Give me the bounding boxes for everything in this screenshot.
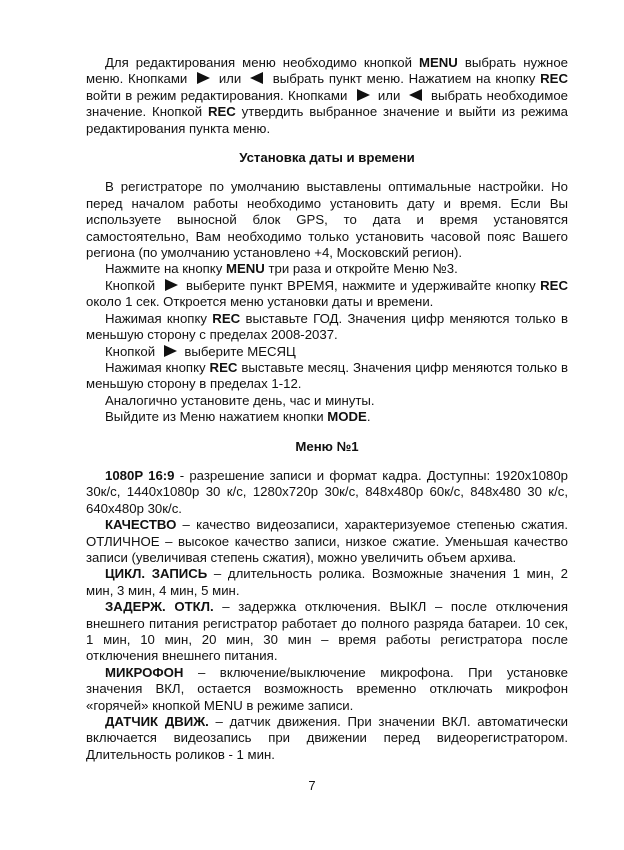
left-arrow-icon — [409, 89, 422, 101]
menu1-item-name: 1080P 16:9 — [105, 467, 175, 483]
menu1-item-name: ЦИКЛ. ЗАПИСЬ — [105, 566, 208, 582]
menu1-item: МИКРОФОН – включение/выключение микрофона. При установке значения ВКЛ, остается возможность временно отключать микрофон «горячей» кнопкой MENU в режиме записи. — [86, 664, 568, 713]
manual-page — [86, 55, 568, 763]
menu1-item-name: КАЧЕСТВО — [105, 517, 177, 533]
rec-key: REC — [540, 71, 568, 87]
menu1-item-name: ЗАДЕРЖ. ОТКЛ. — [105, 599, 214, 615]
mode-key: MODE — [327, 409, 367, 425]
right-arrow-icon — [357, 89, 370, 101]
menu1-item-name: ДАТЧИК ДВИЖ. — [105, 714, 209, 730]
menu1-item: 1080P 16:9 - разрешение записи и формат кадра. Доступны: 1920х1080р 30к/с, 1440х1080р 30 к/с, 1280х720р 30к/с, 848х480р 60к/с, 848х480 30 к/с, 640х480р 30к/с. — [86, 467, 569, 516]
menu1-item-name: МИКРОФОН — [105, 664, 184, 680]
menu1-item: ЗАДЕРЖ. ОТКЛ. – задержка отключения. ВЫКЛ – после отключения внешнего питания регистратор работает до полного разряда батареи. 10 сек, 1 мин, 10 мин, 20 мин, 30 мин – время работы регистратора после отключения внешнего питания. — [86, 599, 568, 664]
date-paragraph-7: Аналогично установите день, час и минуты. — [105, 392, 375, 408]
right-arrow-icon — [165, 279, 178, 291]
date-paragraph-3: Кнопкой выберите пункт ВРЕМЯ, нажмите и удерживайте кнопку REC около 1 сек. Откроется меню установки даты и времени. — [86, 277, 568, 310]
intro-paragraph: Для редактирования меню необходимо кнопкой MENU выбрать нужное меню. Кнопками или выбрать пункт меню. Нажатием на кнопку REC войти в режим редактирования. Кнопками или выбрать необходимое значение. Кнопкой REC утвердить выбранное значение и выйти из режима редактирования пункта меню. — [86, 55, 568, 136]
page-number: 7 — [308, 778, 316, 793]
left-arrow-icon — [250, 72, 263, 84]
date-paragraph-1: В регистраторе по умолчанию выставлены оптимальные настройки. Но перед началом работы необходимо установить дату и время. Если Вы используете выносной блок GPS, то дата и время установятся самостоятельно, Вам необходимо только установить часовой пояс Вашего региона (по умолчанию установлено +4, Московский регион). — [86, 179, 568, 261]
menu-key: MENU — [226, 261, 265, 277]
rec-key: REC — [207, 104, 236, 120]
date-paragraph-6: Нажимая кнопку REC выставьте месяц. Значения цифр меняются только в меньшую сторону в пределах 1-12. — [86, 359, 568, 392]
menu1-item: ЦИКЛ. ЗАПИСЬ – длительность ролика. Возможные значения 1 мин, 2 мин, 3 мин, 4 мин, 5 мин. — [86, 566, 568, 598]
menu1-item: КАЧЕСТВО – качество видеозаписи, характеризуемое степенью сжатия. ОТЛИЧНОЕ – высокое качество записи, низкое сжатие. Уменьшая качество записи (увеличивая степень сжатия), можно увеличить объем архива. — [86, 517, 568, 565]
rec-key: REC — [212, 310, 241, 326]
date-paragraph-8: Выйдите из Меню нажатием кнопки MODE. — [105, 409, 371, 425]
date-paragraph-4: Нажимая кнопку REC выставьте ГОД. Значения цифр меняются только в меньшую сторону с пределах 2008-2037. — [86, 310, 568, 343]
rec-key: REC — [209, 359, 238, 375]
menu-key: MENU — [418, 55, 458, 70]
right-arrow-icon — [197, 72, 210, 84]
right-arrow-icon — [164, 345, 177, 357]
section-title-menu1: Меню №1 — [295, 438, 359, 454]
section-title-date: Установка даты и времени — [239, 150, 415, 166]
rec-key: REC — [540, 277, 568, 293]
date-paragraph-2: Нажмите на кнопку MENU три раза и откройте Меню №3. — [105, 261, 458, 277]
date-paragraph-5: Кнопкой выберите МЕСЯЦ — [105, 343, 296, 359]
menu1-item: ДАТЧИК ДВИЖ. – датчик движения. При значении ВКЛ. автоматически включается видеозапись при движении перед видеорегистратором. Длительность роликов - 1 мин. — [86, 714, 568, 762]
